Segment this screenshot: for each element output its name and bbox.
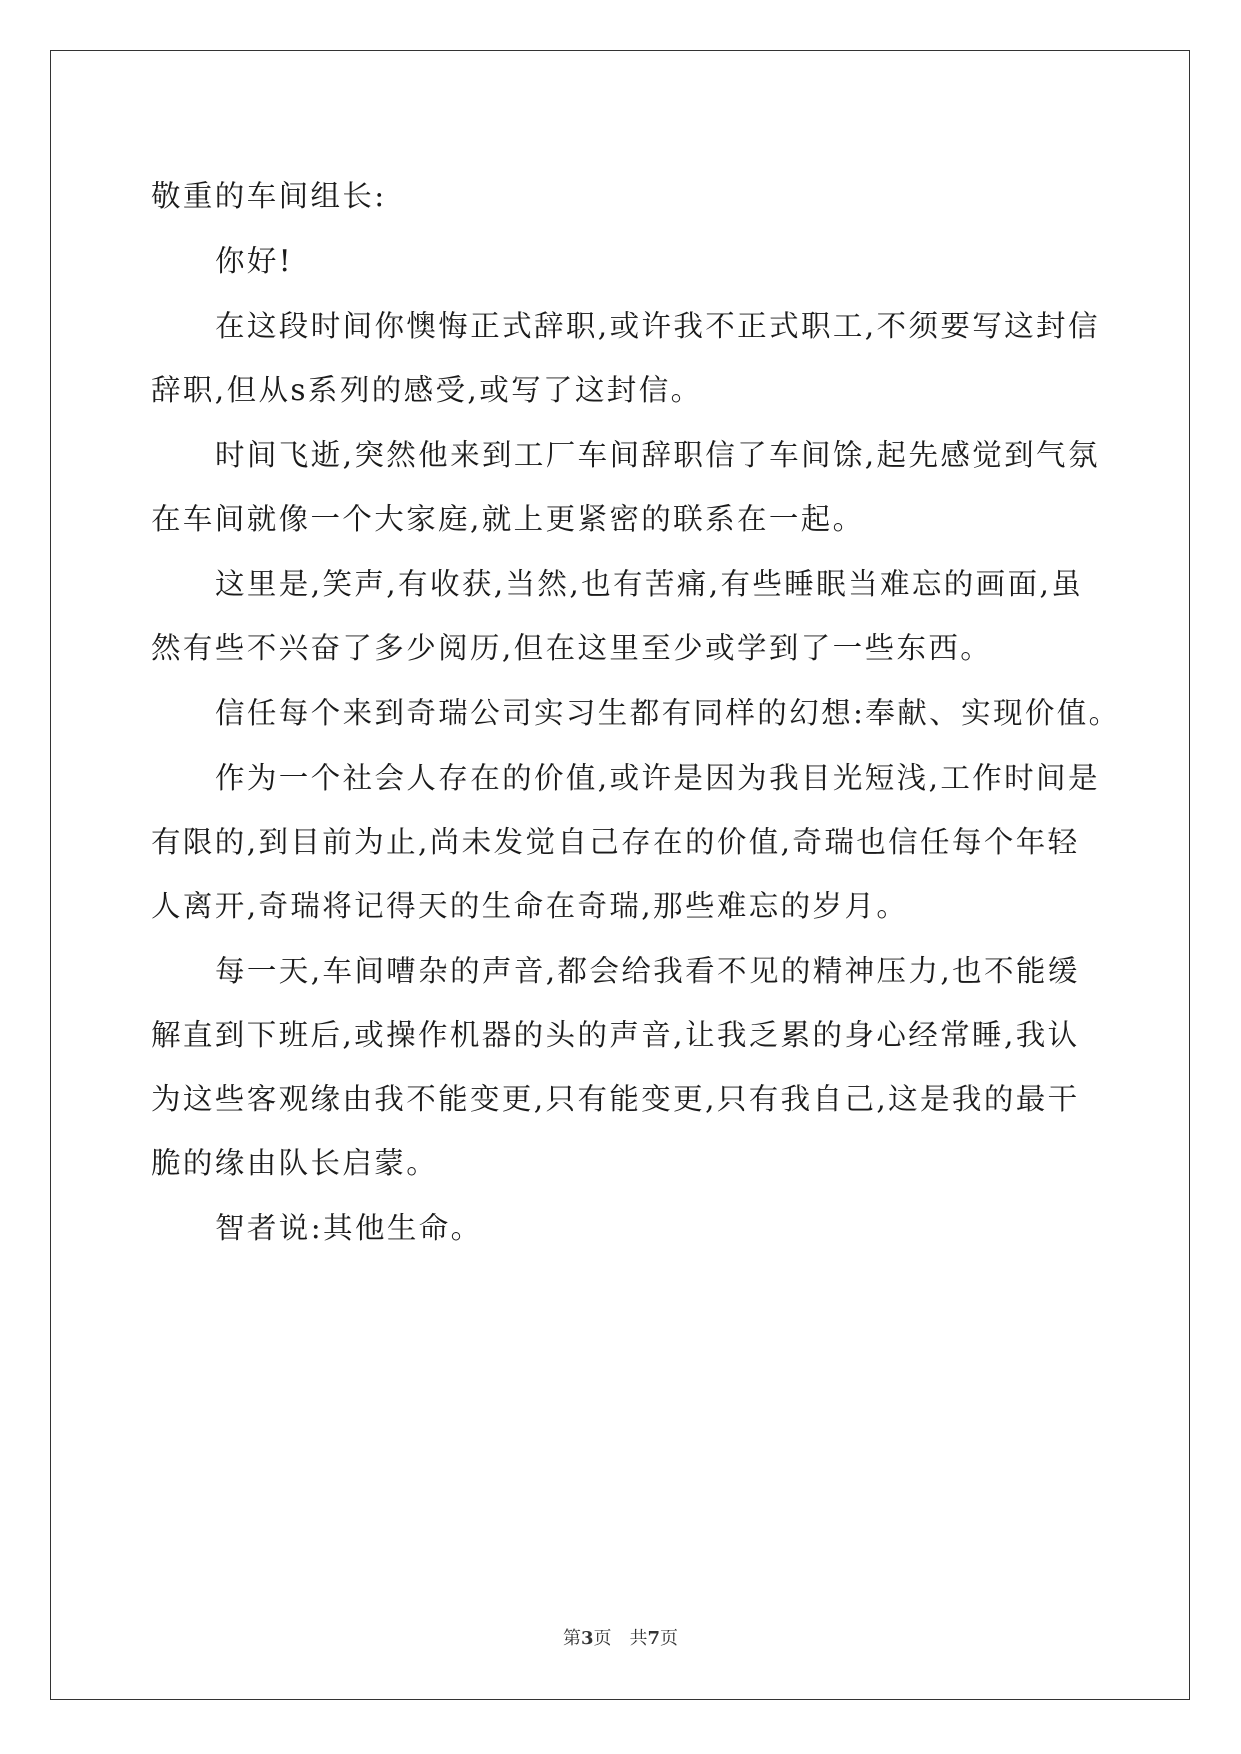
paragraph-line: 作为一个社会人存在的价值,或许是因为我目光短浅,工作时间是	[215, 761, 1100, 795]
paragraph-line: 智者说:其他生命。	[215, 1211, 483, 1245]
paragraph-line: 为这些客观缘由我不能变更,只有能变更,只有我自己,这是我的最干	[151, 1082, 1080, 1116]
paragraph-line: 脆的缘由队长启蒙。	[151, 1146, 439, 1180]
page-footer	[0, 1624, 1241, 1650]
paragraph	[151, 746, 1100, 938]
paragraph-line: 时间飞逝,突然他来到工厂车间辞职信了车间馀,起先感觉到气氛	[215, 438, 1100, 472]
page-total: 7	[647, 1628, 661, 1649]
paragraph-line: 辞职,但从s系列的感受,或写了这封信。	[151, 373, 703, 407]
greeting	[151, 229, 1083, 293]
paragraph	[151, 681, 1121, 745]
paragraph-line: 然有些不兴奋了多少阅历,但在这里至少或学到了一些东西。	[151, 631, 993, 665]
paragraph-line: 信任每个来到奇瑞公司实习生都有同样的幻想:奉献、实现价值。	[215, 696, 1121, 730]
paragraph-line: 每一天,车间嘈杂的声音,都会给我看不见的精神压力,也不能缓	[215, 954, 1080, 988]
paragraph-line: 在车间就像一个大家庭,就上更紧密的联系在一起。	[151, 502, 865, 536]
salutation	[151, 164, 1083, 228]
greeting-line: 你好!	[215, 244, 294, 278]
paragraph-line: 解直到下班后,或操作机器的头的声音,让我乏累的身心经常睡,我认	[151, 1018, 1080, 1052]
salutation-line: 敬重的车间组长:	[151, 179, 387, 213]
page-suffix: 页	[593, 1628, 612, 1649]
paragraph-line: 这里是,笑声,有收获,当然,也有苦痛,有些睡眠当难忘的画面,虽	[215, 567, 1084, 601]
total-prefix: 共	[629, 1628, 648, 1649]
paragraph	[151, 423, 1100, 551]
paragraph	[151, 939, 1083, 1195]
paragraph-line: 人离开,奇瑞将记得天的生命在奇瑞,那些难忘的岁月。	[151, 889, 909, 923]
paragraph	[151, 294, 1100, 422]
paragraph-line: 在这段时间你懊悔正式辞职,或许我不正式职工,不须要写这封信	[215, 309, 1100, 343]
page-current: 3	[580, 1628, 594, 1649]
paragraph	[151, 552, 1083, 680]
paragraph	[151, 1196, 1083, 1260]
letter-body	[151, 164, 1121, 1261]
total-suffix: 页	[660, 1628, 679, 1649]
page-prefix: 第	[562, 1628, 581, 1649]
paragraph-line: 有限的,到目前为止,尚未发觉自己存在的价值,奇瑞也信任每个年轻	[151, 825, 1080, 859]
